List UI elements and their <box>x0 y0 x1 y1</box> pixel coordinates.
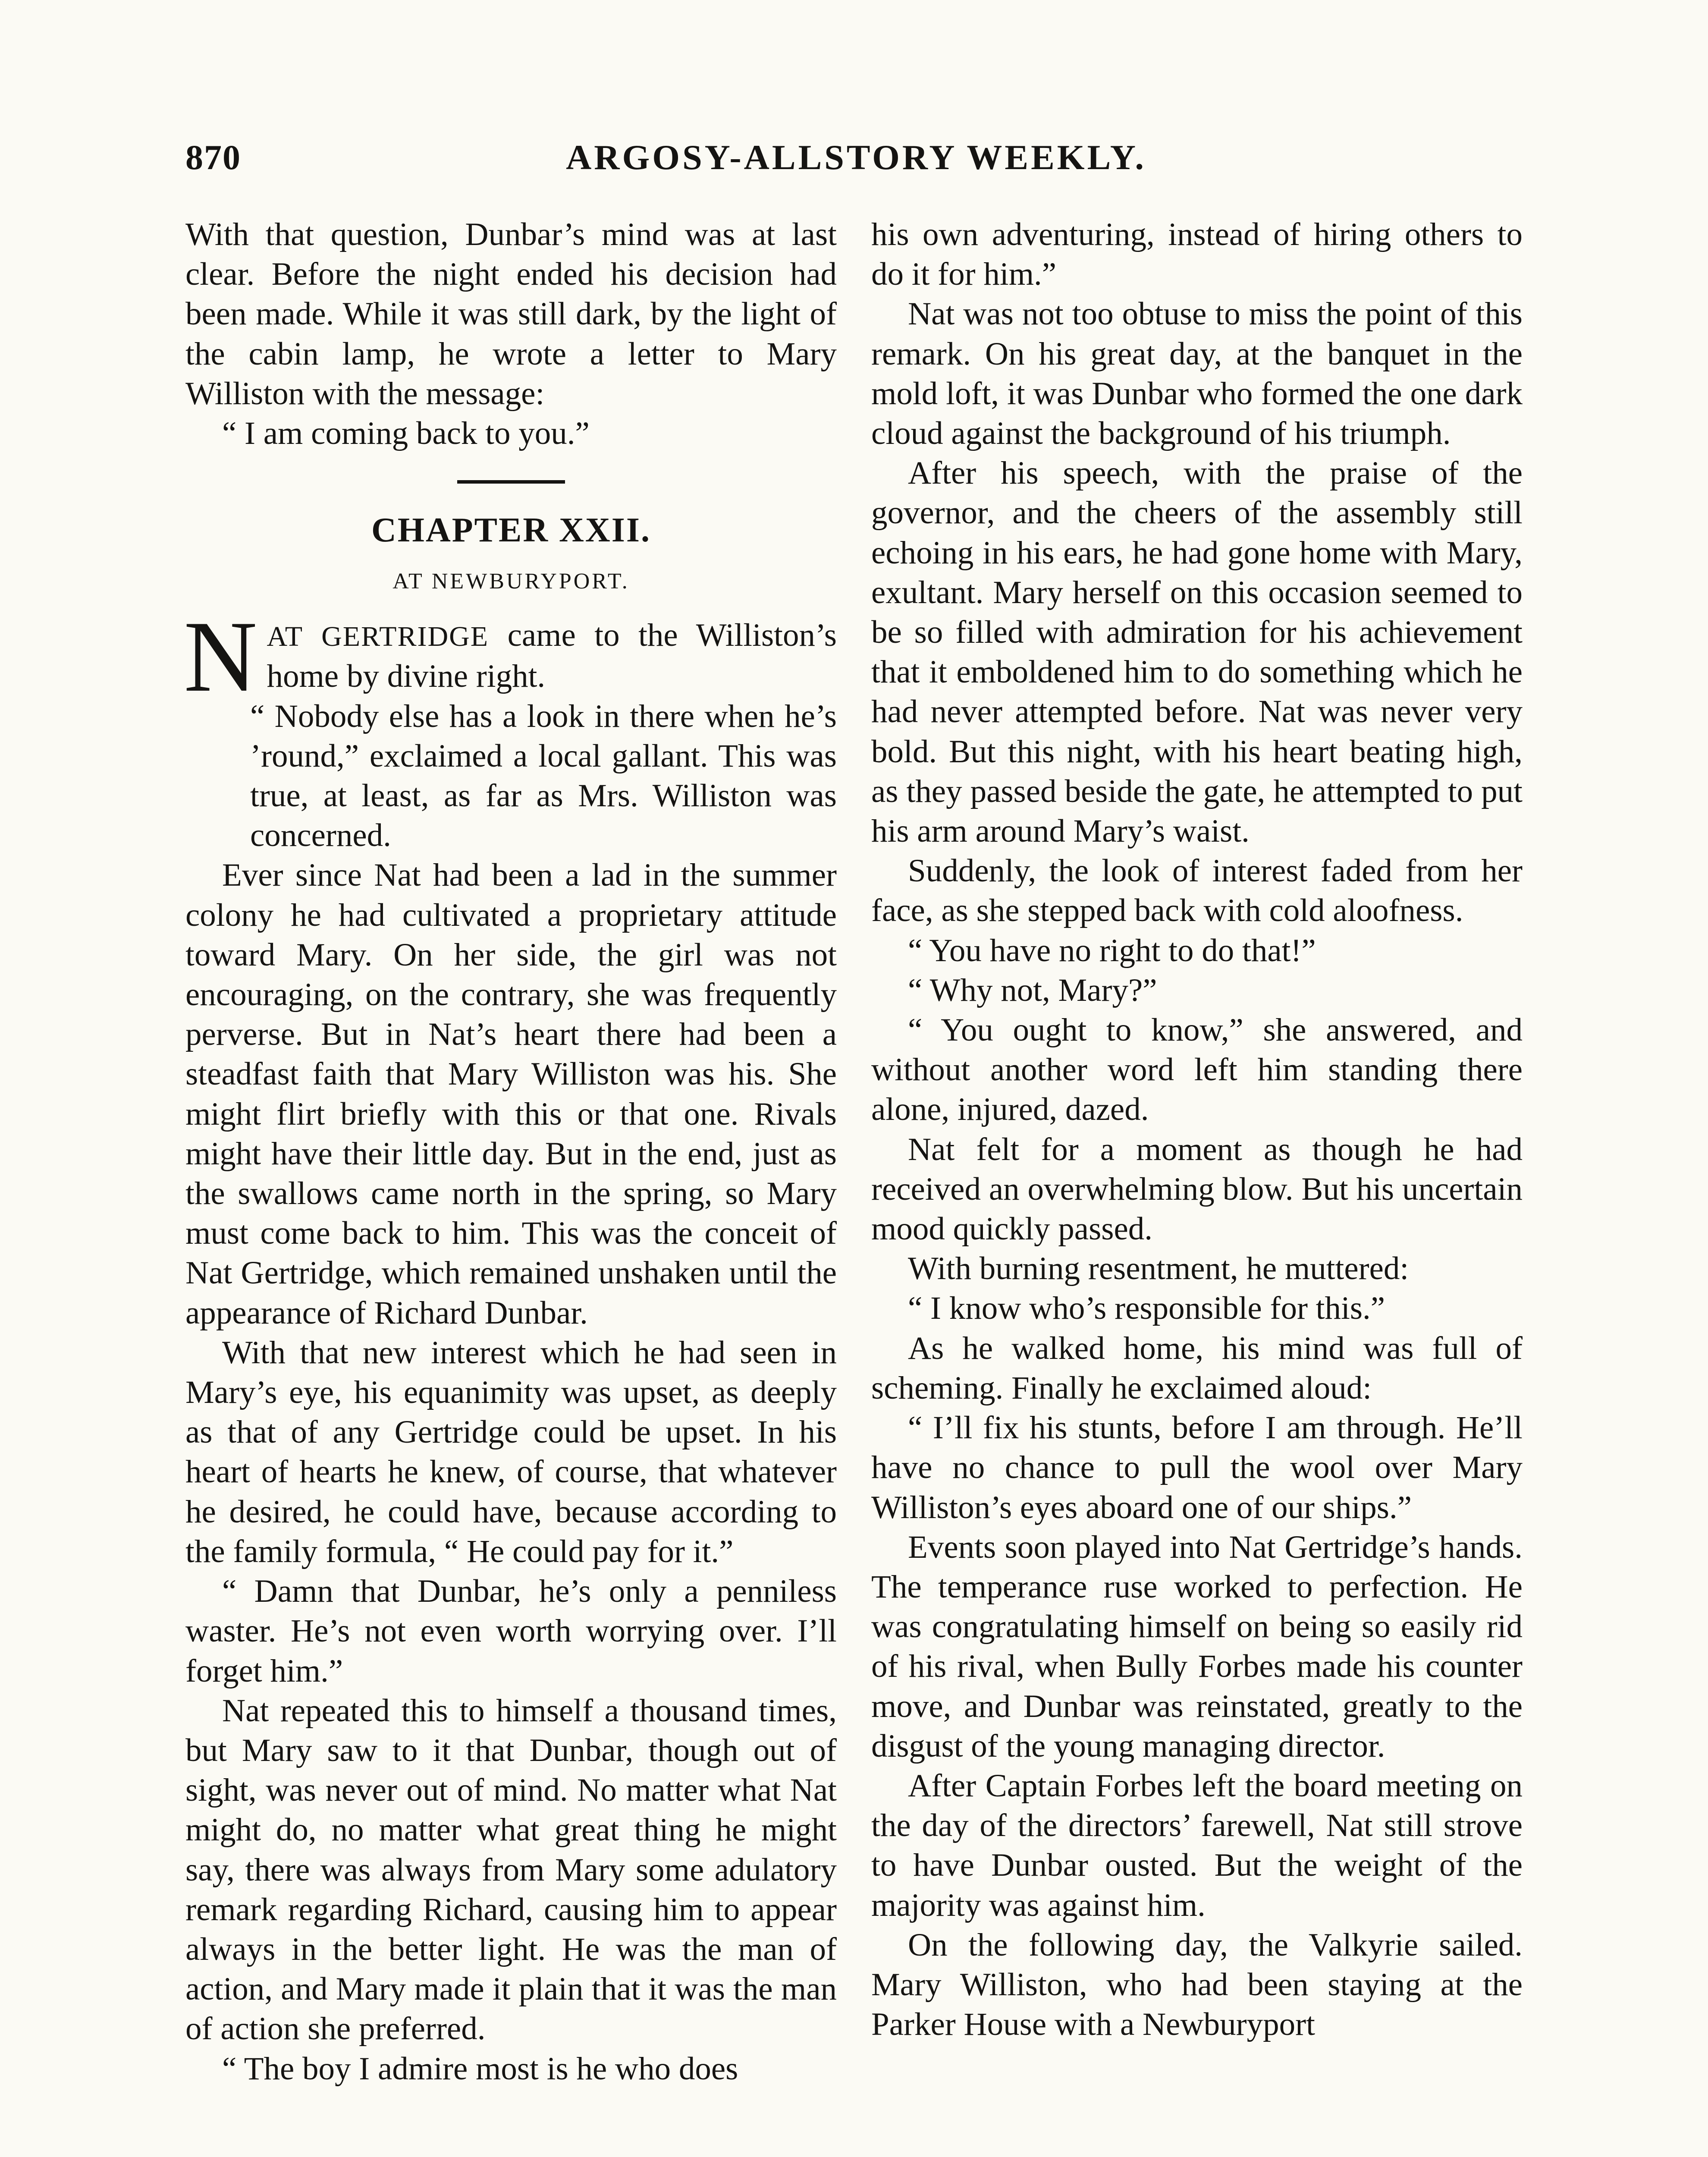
chapter-subtitle: AT NEWBURYPORT. <box>392 569 630 594</box>
opening-smallcaps: AT GERTRIDGE <box>267 621 489 653</box>
paragraph: “ You ought to know,” she answered, and without another word left him standing there alone, injured, dazed. <box>871 1012 1523 1128</box>
paragraph: Ever since Nat had been a lad in the summer colony he had cultivated a proprietary attitude toward Mary. On her side, the girl was not encouraging, on the contrary, she was frequently perverse. But in Nat’s heart there had been a steadfast faith that Mary Williston was his. She might flirt briefly with this or that one. Rivals might have their little day. But in the end, just as the swallows came north in the spring, so Mary must come back to him. This was the conceit of Nat Gertridge, which remained unshaken until the appearance of Richard Dunbar. <box>185 857 837 1331</box>
paragraph: Nat repeated this to himself a thousand times, but Mary saw to it that Dunbar, though out of sight, was never out of mind. No matter what Nat might do, no matter what great thing he might say, there was always from Mary some adulatory remark regarding Richard, causing him to appear always in the better light. He was the man of action, and Mary made it plain that it was the man of action she preferred. <box>185 1692 837 2047</box>
paragraph: With burning resentment, he muttered: <box>908 1251 1409 1287</box>
paragraph: Suddenly, the look of interest faded from her face, as she stepped back with cold aloofness. <box>871 853 1523 929</box>
paragraph: “ Damn that Dunbar, he’s only a penniless waster. He’s not even worth worrying over. I’ll forget him.” <box>185 1573 837 1689</box>
right-column <box>871 215 1523 2044</box>
paragraph: “ I’ll fix his stunts, before I am through. He’ll have no chance to pull the wool over Mary Williston’s eyes aboard one of our ships.” <box>871 1410 1523 1525</box>
paragraph: Events soon played into Nat Gertridge’s hands. The temperance ruse worked to perfection. He was congratulating himself on being so easily rid of his rival, when Bully Forbes made his counter move, and Dunbar was reinstated, greatly to the disgust of the young managing director. <box>871 1529 1523 1764</box>
paragraph: “ Why not, Mary?” <box>908 972 1157 1008</box>
paragraph: “ Nobody else has a look in there when he’s ’round,” exclaimed a local gallant. This was true, at least, as far as Mrs. Williston was concerned. <box>250 698 837 854</box>
paragraph: “ You have no right to do that!” <box>908 932 1316 968</box>
paragraph: As he walked home, his mind was full of scheming. Finally he exclaimed aloud: <box>871 1330 1523 1406</box>
paragraph: With that question, Dunbar’s mind was at last clear. Before the night ended his decision had been made. While it was still dark, by the light of the cabin lamp, he wrote a letter to Mary Williston with the message: <box>185 217 837 412</box>
paragraph: Nat felt for a moment as though he had received an overwhelming blow. But his uncertain mood quickly passed. <box>871 1131 1523 1247</box>
paragraph: “ I know who’s responsible for this.” <box>908 1290 1385 1327</box>
paragraph: his own adventuring, instead of hiring others to do it for him.” <box>871 217 1523 292</box>
paragraph: “ I am coming back to you.” <box>222 415 590 452</box>
paragraph: On the following day, the Valkyrie sailed. Mary Williston, who had been staying at the Parker House with a Newburyport <box>871 1927 1523 2043</box>
paragraph: With that new interest which he had seen in Mary’s eye, his equanimity was upset, as deeply as that of any Gertridge could be upset. In his heart of hearts he knew, of course, that whatever he desired, he could have, because according to the family formula, “ He could pay for it.” <box>185 1334 837 1569</box>
chapter-title: CHAPTER XXII. <box>371 511 651 550</box>
paragraph: After Captain Forbes left the board meeting on the day of the directors’ farewell, Nat still strove to have Dunbar ousted. But the weight of the majority was against him. <box>871 1767 1523 1923</box>
page-header <box>185 137 1527 185</box>
paragraph: “ The boy I admire most is he who does <box>222 2050 738 2087</box>
page-number: 870 <box>185 138 241 177</box>
left-column <box>185 215 837 2089</box>
paragraph: After his speech, with the praise of the governor, and the cheers of the assembly still echoing in his ears, he had gone home with Mary, exultant. Mary herself on this occasion seemed to be so filled with admiration for his achievement that it emboldened him to do something which he had never attempted before. Nat was never very bold. But this night, with his heart beating high, as they passed beside the gate, he attempted to put his arm around Mary’s waist. <box>871 455 1523 849</box>
section-divider <box>457 480 565 484</box>
running-title: ARGOSY-ALLSTORY WEEKLY. <box>566 138 1146 177</box>
chapter-opening-paragraph <box>184 601 837 714</box>
opening-text: came to the Williston’s home by divine right. <box>267 617 837 695</box>
drop-cap: N <box>184 601 257 714</box>
paragraph: Nat was not too obtuse to miss the point of this remark. On his great day, at the banquet in the mold loft, it was Dunbar who formed the one dark cloud against the background of his triumph. <box>871 296 1523 452</box>
